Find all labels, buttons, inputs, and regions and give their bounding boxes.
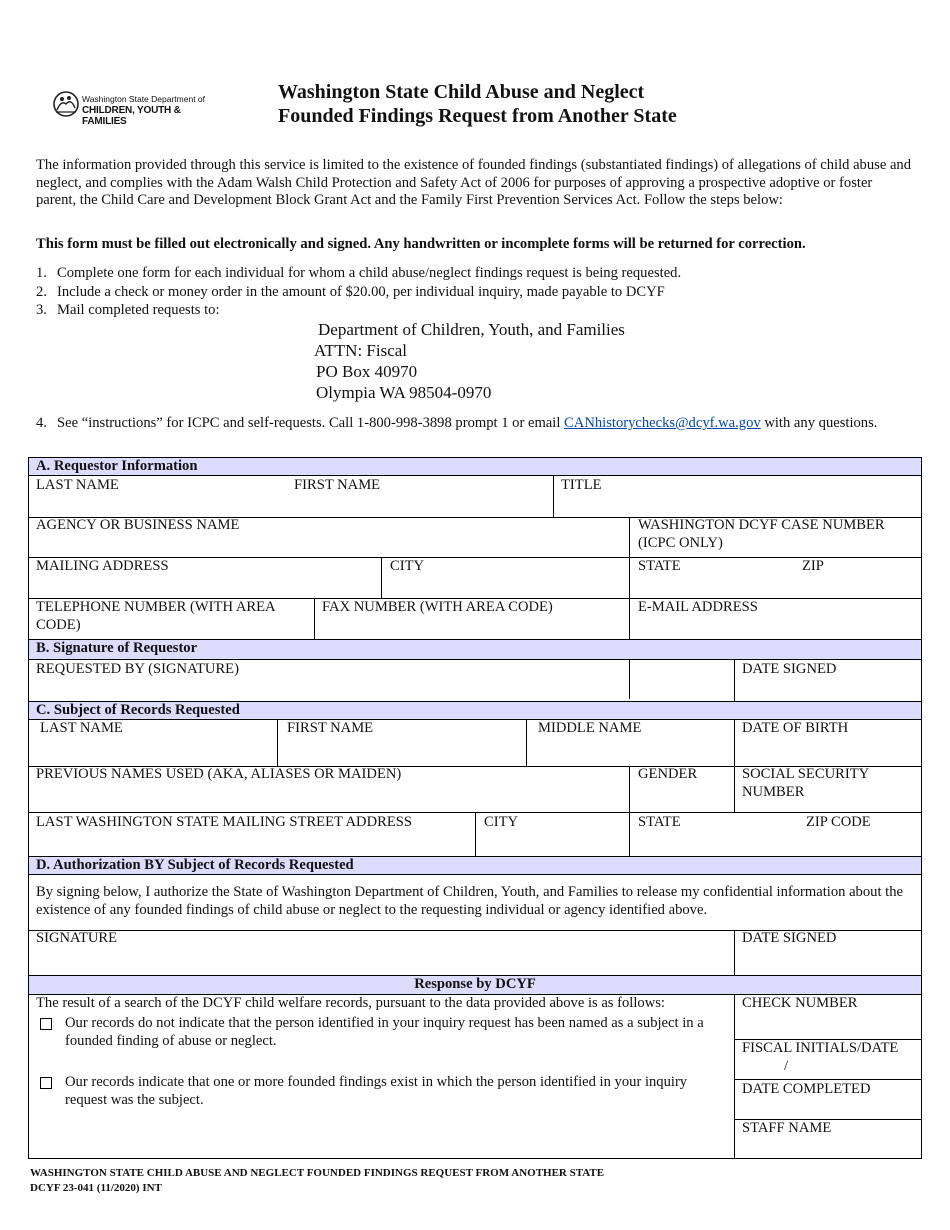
section-c-heading: C. Subject of Records Requested [29,701,921,720]
dcyf-logo-icon [52,90,80,118]
staff-name-field[interactable]: STAFF NAME [742,1120,832,1136]
fax-field[interactable]: FAX NUMBER (WITH AREA CODE) [322,599,553,615]
email-link[interactable]: CANhistorychecks@dcyf.wa.gov [564,415,761,431]
logo-line2: CHILDREN, YOUTH & FAMILIES [82,105,181,127]
request-form [28,457,922,1159]
divider [734,995,735,1159]
divider [734,720,735,766]
section-a-heading: A. Requestor Information [29,457,921,476]
divider [381,557,382,598]
subject-first-name-field[interactable]: FIRST NAME [287,720,374,736]
step-number: 1. [36,265,47,281]
section-d-heading: D. Authorization BY Subject of Records Requested [29,856,921,875]
response-intro: The result of a search of the DCYF child welfare records, pursuant to the data provided above is as follows: [36,995,665,1011]
requestor-first-name-field[interactable]: FIRST NAME [294,477,381,493]
divider [475,812,476,856]
form-footer [30,1166,604,1196]
divider [526,720,527,766]
option1-text: Our records do not indicate that the person identified in your inquiry request has been named as a subject in a founded finding of abuse or neglect. [65,1015,704,1049]
state-field[interactable]: STATE [638,558,681,574]
divider [734,660,735,701]
address-line4: Olympia WA 98504-0970 [316,383,492,402]
step-number: 3. [36,302,47,318]
step-text: Include a check or money order in the amount of $20.00, per individual inquiry, made payable to DCYF [57,283,665,300]
step-2 [36,283,916,302]
requestor-title-field[interactable]: TITLE [561,477,602,493]
step-4 [36,415,916,433]
subject-dob-field[interactable]: DATE OF BIRTH [742,720,849,736]
city-field[interactable]: CITY [390,558,425,574]
steps-list [36,264,916,320]
case-number-field[interactable]: WASHINGTON DCYF CASE NUMBER (ICPC ONLY) [638,517,885,551]
divider [734,1079,921,1080]
subject-zip-field[interactable]: ZIP CODE [806,814,871,830]
zip-field[interactable]: ZIP [802,558,824,574]
step-number: 4. [36,415,47,431]
requestor-signature-field[interactable]: REQUESTED BY (SIGNATURE) [36,661,239,677]
fiscal-initials-field[interactable]: FISCAL INITIALS/DATE [742,1040,899,1056]
step-text: See “instructions” for ICPC and self-requests. Call 1-800-998-3898 prompt 1 or email [57,415,565,431]
bold-note: This form must be filled out electronically and signed. Any handwritten or incomplete forms will be returned for correction. [36,236,806,252]
subject-state-field[interactable]: STATE [638,814,681,830]
check-number-field[interactable]: CHECK NUMBER [742,995,858,1011]
mailing-address-field[interactable]: MAILING ADDRESS [36,558,169,574]
intro-paragraph: The information provided through this service is limited to the existence of founded findings (substantiated findings) of allegations of child abuse and neglect, and complies with the Adam Walsh Child Protection and Safety Act of 2006 for purposes of approving a prospective adoptive or foster parent, the Child Care and Development Block Grant Act and the Family First Prevention Services Act. Follow the steps below: [36,157,912,208]
footer-line2: DCYF 23-041 (11/2020) INT [30,1182,162,1194]
divider [734,766,735,812]
fiscal-date-slash: / [784,1058,789,1074]
step-3 [36,301,916,320]
requestor-last-name-field[interactable]: LAST NAME [36,477,119,493]
option2-text: Our records indicate that one or more founded findings exist in which the person identified in your inquiry request was the subject. [65,1074,688,1108]
subject-last-name-field[interactable]: LAST NAME [40,720,123,736]
step-text: Complete one form for each individual for whom a child abuse/neglect findings request is being requested. [57,265,682,281]
divider [277,720,278,766]
previous-names-field[interactable]: PREVIOUS NAMES USED (AKA, ALIASES OR MAIDEN) [36,766,402,782]
option1-checkbox[interactable] [40,1018,52,1030]
gender-field[interactable]: GENDER [638,766,698,782]
title-line1: Washington State Child Abuse and Neglect [278,81,645,103]
response-heading: Response by DCYF [29,975,921,995]
title-line2: Founded Findings Request from Another State [278,105,677,127]
step-text: Mail completed requests to: [57,302,220,318]
divider [553,476,554,517]
divider [734,930,735,975]
last-wa-address-field[interactable]: LAST WASHINGTON STATE MAILING STREET ADDRESS [36,814,412,830]
subject-middle-name-field[interactable]: MIDDLE NAME [538,720,642,736]
date-completed-field[interactable]: DATE COMPLETED [742,1081,871,1097]
dcyf-logo [52,88,222,127]
logo-line1: Washington State Department of [82,94,206,104]
step-1 [36,264,916,283]
divider [629,517,630,699]
subject-date-signed-field[interactable]: DATE SIGNED [742,930,837,946]
ssn-field[interactable]: SOCIAL SECURITY NUMBER [742,766,869,800]
divider [314,598,315,639]
divider [629,766,630,856]
authorization-statement: By signing below, I authorize the State of Washington Department of Children, Youth, and Families to release my confidential information about the existence of any founded findings of child abuse or neglect to the requesting individual or agency identified above. [36,884,903,918]
page-title [278,80,677,128]
email-field[interactable]: E-MAIL ADDRESS [638,599,758,615]
agency-name-field[interactable]: AGENCY OR BUSINESS NAME [36,517,240,533]
option2-checkbox[interactable] [40,1077,52,1089]
footer-line1: WASHINGTON STATE CHILD ABUSE AND NEGLECT FOUNDED FINDINGS REQUEST FROM ANOTHER STATE [30,1167,605,1179]
requestor-date-signed-field[interactable]: DATE SIGNED [742,661,837,677]
address-line3: PO Box 40970 [316,362,418,381]
telephone-field[interactable]: TELEPHONE NUMBER (WITH AREA CODE) [36,599,275,633]
section-b-heading: B. Signature of Requestor [29,639,921,660]
step-number: 2. [36,283,47,300]
address-line2: ATTN: Fiscal [314,341,408,360]
subject-signature-field[interactable]: SIGNATURE [36,930,118,946]
step-text-after: with any questions. [760,415,878,431]
subject-city-field[interactable]: CITY [484,814,519,830]
address-line1: Department of Children, Youth, and Families [318,320,625,339]
